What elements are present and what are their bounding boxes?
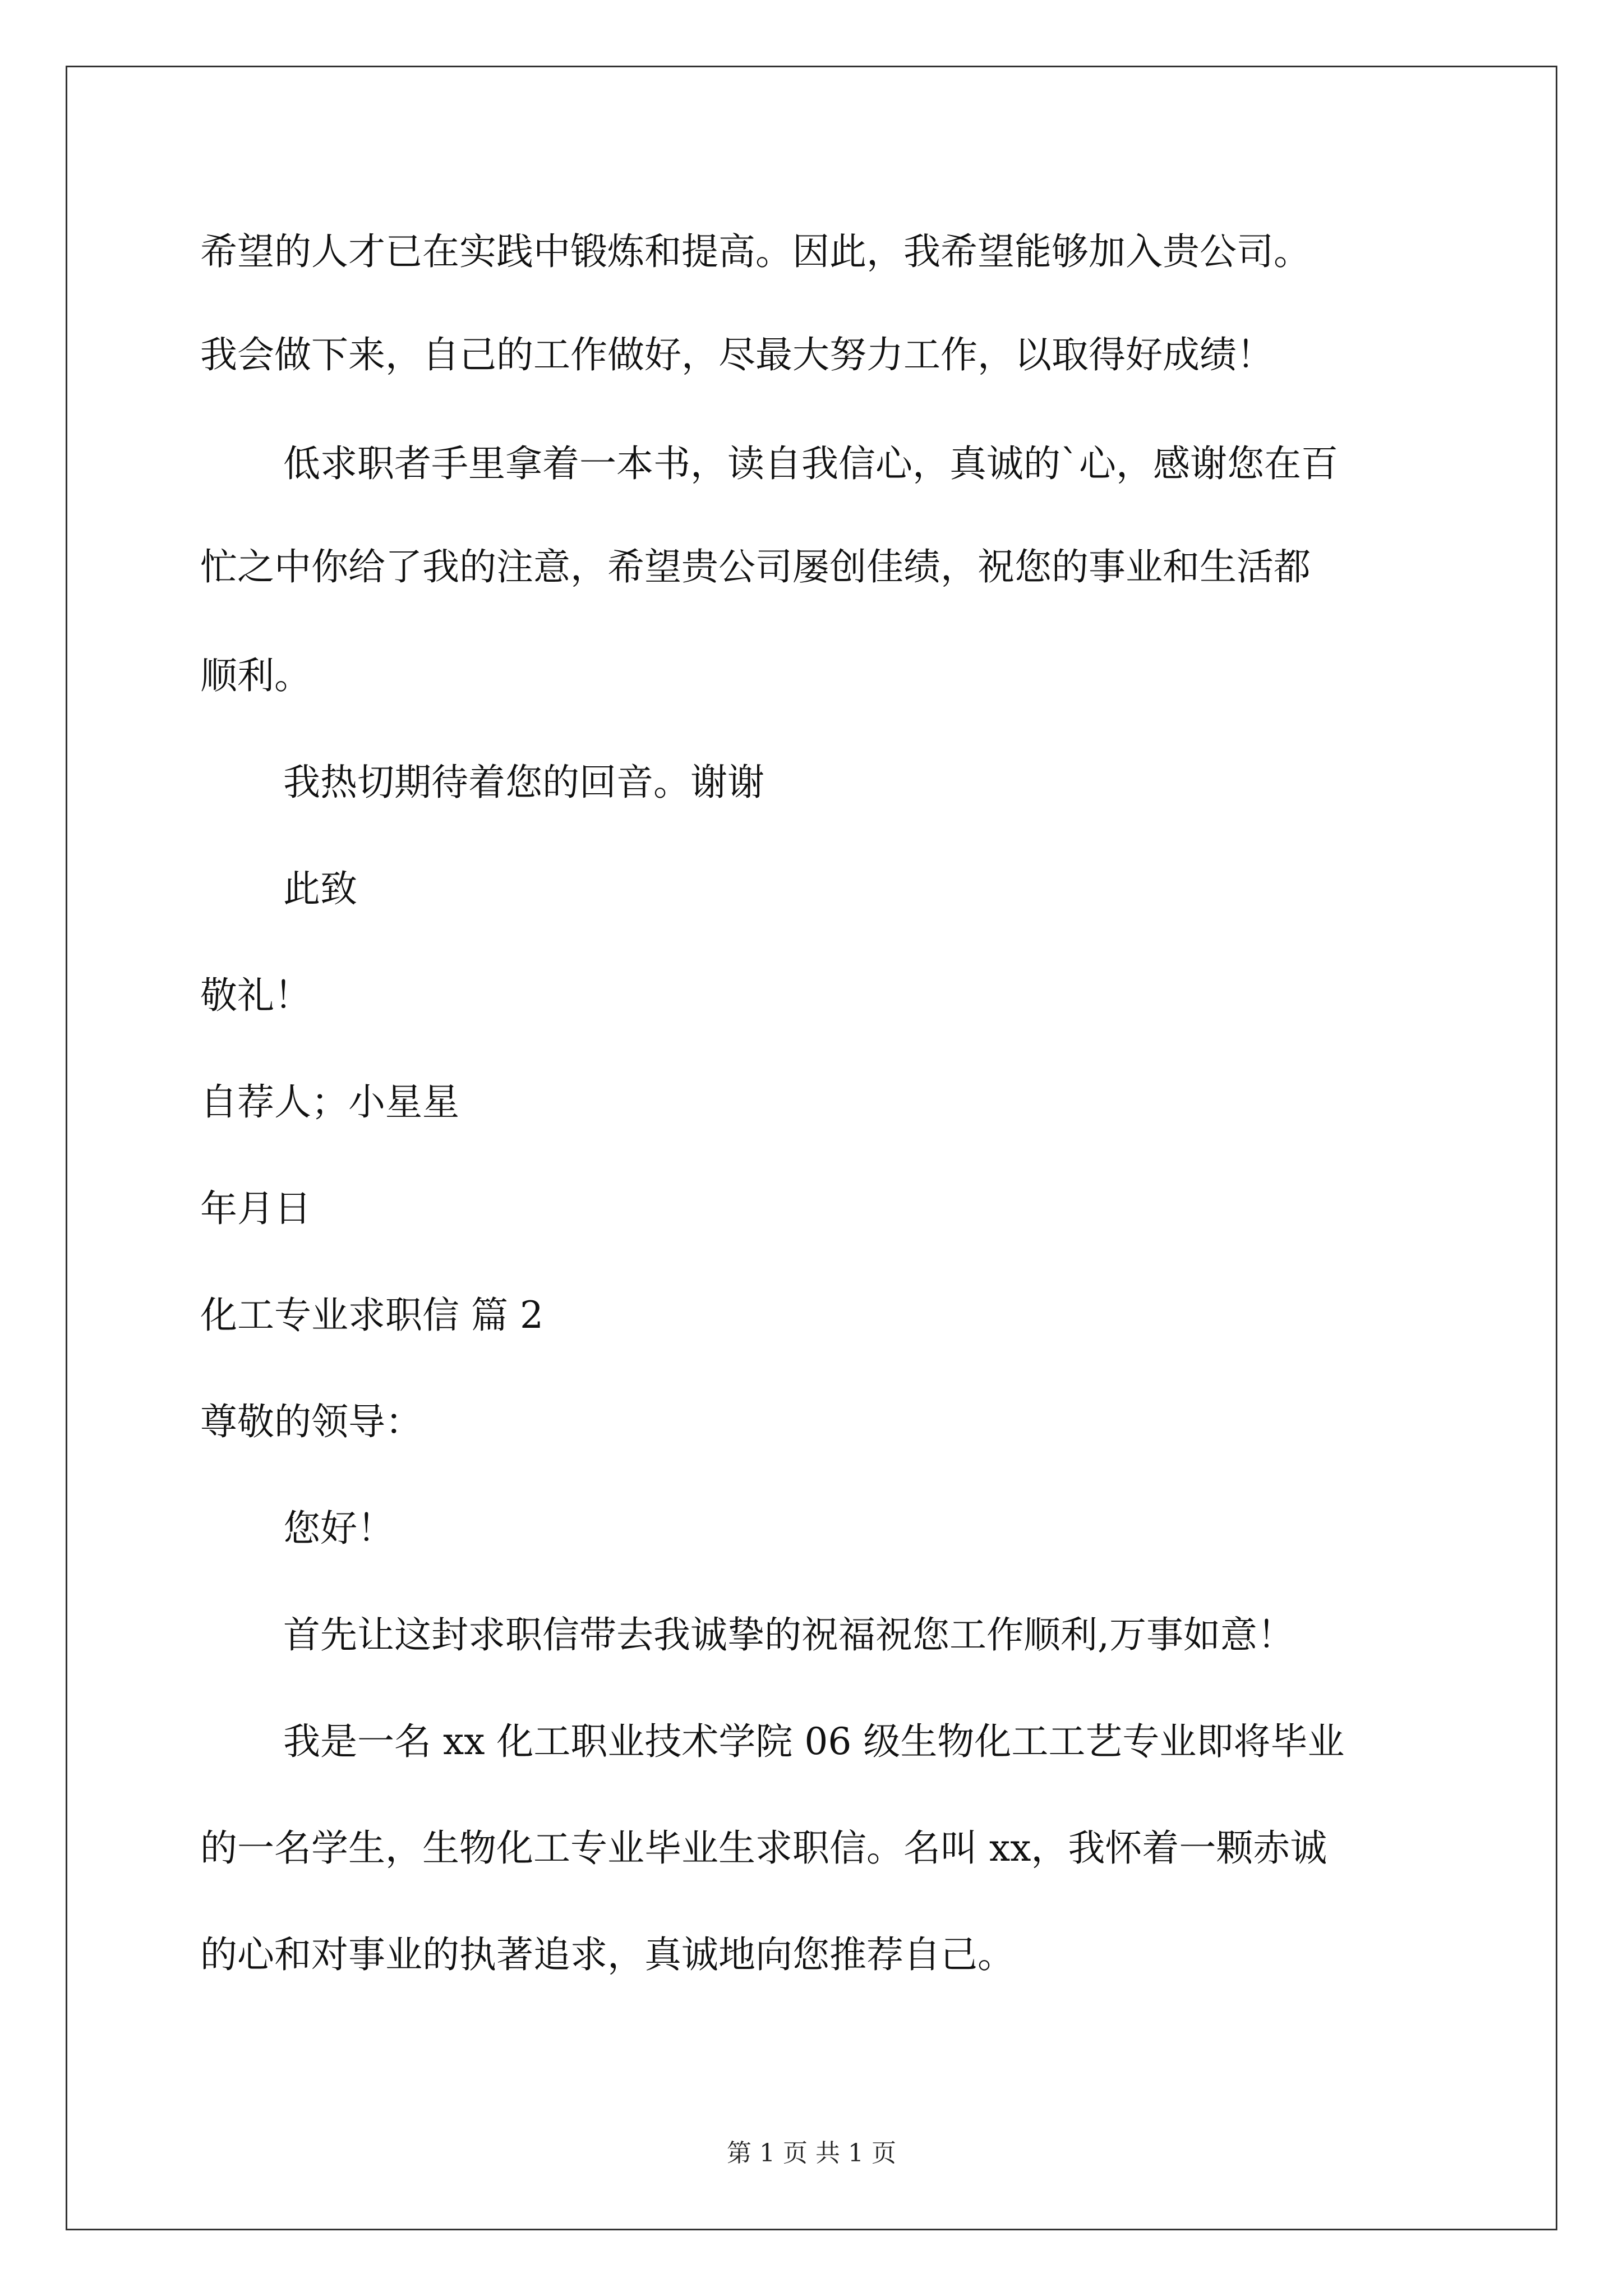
paragraph-line: 顺利。	[200, 654, 311, 697]
closing-salute: 敬礼！	[200, 974, 311, 1017]
closing-line: 此致	[283, 867, 357, 910]
date-line: 年月日	[200, 1187, 311, 1230]
signature-line: 自荐人；小星星	[200, 1080, 459, 1124]
paragraph-line: 的心和对事业的执著追求，真诚地向您推荐自己。	[200, 1933, 1015, 1976]
page-border	[66, 66, 1557, 2230]
paragraph-line: 希望的人才已在实践中锻炼和提高。因此，我希望能够加入贵公司。	[200, 230, 1311, 273]
greeting-line: 您好！	[283, 1507, 394, 1550]
salutation-line: 尊敬的领导：	[200, 1400, 422, 1443]
paragraph-line: 忙之中你给了我的注意，希望贵公司屡创佳绩，祝您的事业和生活都	[200, 545, 1311, 588]
paragraph-line: 我热切期待着您的回音。谢谢	[283, 761, 764, 804]
page-footer: 第 1 页 共 1 页	[727, 2139, 896, 2168]
paragraph-line: 首先让这封求职信带去我诚挚的祝福祝您工作顺利,万事如意！	[283, 1613, 1294, 1657]
paragraph-line: 低求职者手里拿着一本书，读自我信心，真诚的`心，感谢您在百	[283, 442, 1338, 485]
paragraph-line: 的一名学生，生物化工专业毕业生求职信。名叫 xx，我怀着一颗赤诚	[200, 1826, 1327, 1870]
paragraph-line: 我会做下来，自己的工作做好，尽最大努力工作，以取得好成绩！	[200, 333, 1274, 376]
paragraph-line: 我是一名 xx 化工职业技术学院 06 级生物化工工艺专业即将毕业	[283, 1720, 1345, 1763]
section-title: 化工专业求职信 篇 2	[200, 1294, 543, 1337]
